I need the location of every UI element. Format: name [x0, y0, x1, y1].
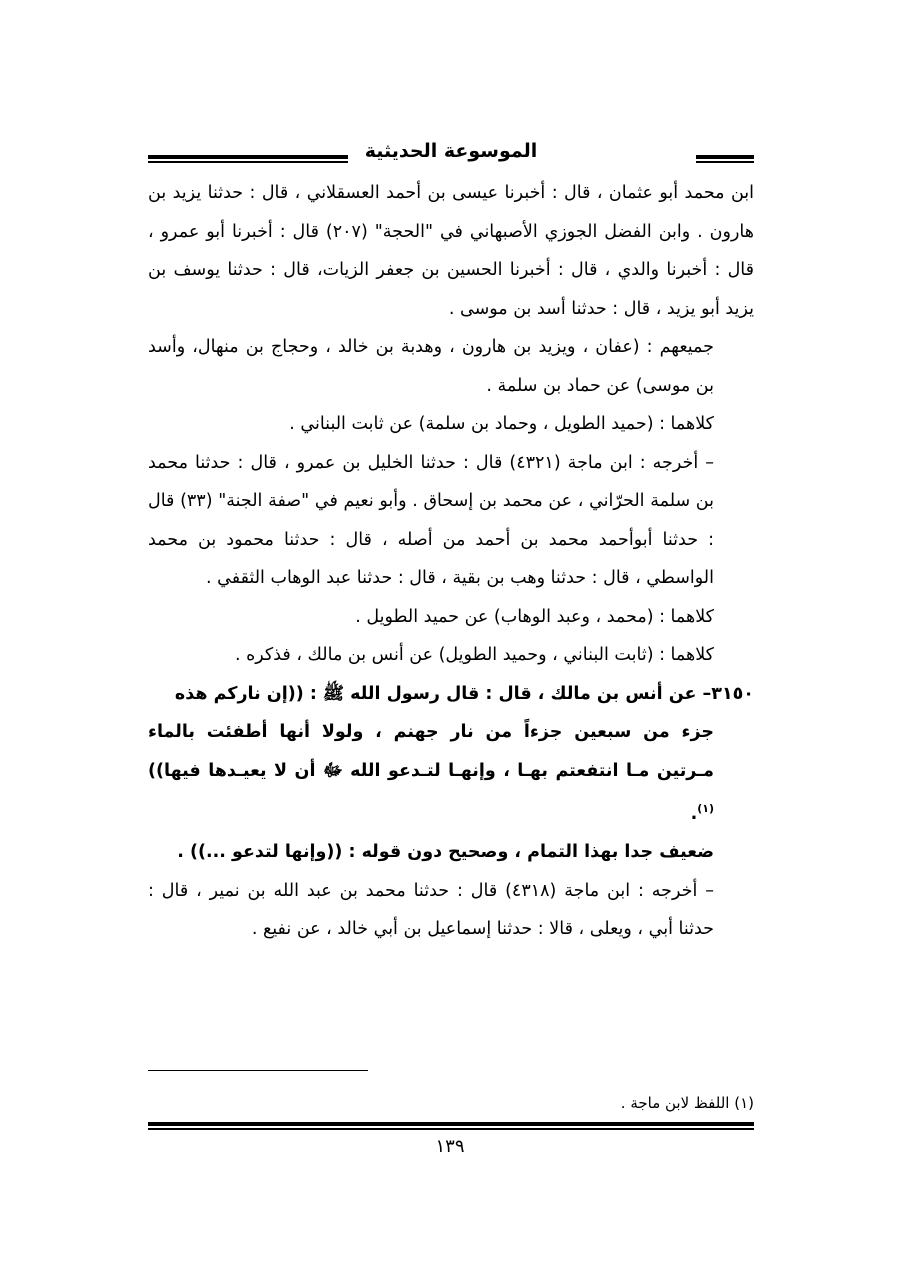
header-title: الموسوعة الحديثية [148, 140, 754, 162]
footer-rule-thin [148, 1128, 754, 1130]
paragraph: ابن محمد أبو عثمان ، قال : أخبرنا عيسى بن أحمد العسقلاني ، قال : حدثنا يزيد بن هارون . وابن الفضل الجوزي الأصبهاني في "الحجة" (٢٠٧) قال : أخبرنا أبو عمرو ، قال : أخبرنا والدي ، قال : أخبرنا الحسين بن جعفر الزيات، قال : حدثنا يوسف بن يزيد أبو يزيد ، قال : حدثنا أسد بن موسى . [148, 183, 754, 319]
paragraph: كلاهما : (محمد ، وعبد الوهاب) عن حميد الطويل . [355, 606, 714, 627]
hadith-text: جزء من سبعين جزءاً من نار جهنم ، ولولا أنها أطفئت بالماء مـرتين مـا انتفعتم بهـا ، وإنهـا لتـدعو الله ﷻ أن لا يعيـدها فيها))$^{(١)}$. [148, 722, 714, 824]
paragraph: كلاهما : (ثابت البناني ، وحميد الطويل) عن أنس بن مالك ، فذكره . [234, 645, 714, 665]
footnote-separator [148, 1070, 368, 1071]
footnote-reference: (١) [697, 802, 714, 815]
page-body [148, 140, 754, 949]
footnote: (١) اللفظ لابن ماجة . [620, 1094, 754, 1112]
page-number: ١٣٩ [435, 1136, 465, 1157]
hadith-first-line: ٣١٥٠– عن أنس بن مالك ، قال : قال رسول الله ﷺ : ((إن ناركم هذه [174, 683, 754, 704]
hadith-grade: ضعيف جدا بهذا التمام ، وصحيح دون قوله : ((وإنها لتدعو ...)) . [177, 842, 714, 863]
paragraph: جميعهم : (عفان ، ويزيد بن هارون ، وهدبة بن خالد ، وحجاج بن منهال، وأسد بن موسى) عن حماد بن سلمة . [148, 337, 714, 396]
takhrij-paragraph: – أخرجه : ابن ماجة (٤٣١٨) قال : حدثنا محمد بن عبد الله بن نمير ، قال : حدثنا أبي ، ويعلى ، قالا : حدثنا إسماعيل بن أبي خالد ، عن نفيع . [148, 880, 714, 940]
paragraph: – أخرجه : ابن ماجة (٤٣٢١) قال : حدثنا الخليل بن عمرو ، قال : حدثنا محمد بن سلمة الحرّاني ، عن محمد بن إسحاق . وأبو نعيم في "صفة الجنة" (٣٣) قال : حدثنا أبوأحمد محمد بن أحمد من أصله ، قال : حدثنا محمود بن محمد الواسطي ، قال : حدثنا وهب بن بقية ، قال : حدثنا عبد الوهاب الثقفي . [148, 452, 714, 588]
running-header [148, 140, 754, 174]
paragraph: كلاهما : (حميد الطويل ، وحماد بن سلمة) عن ثابت البناني . [289, 414, 714, 434]
main-text [148, 174, 754, 949]
footer-rule-thick [148, 1122, 754, 1126]
